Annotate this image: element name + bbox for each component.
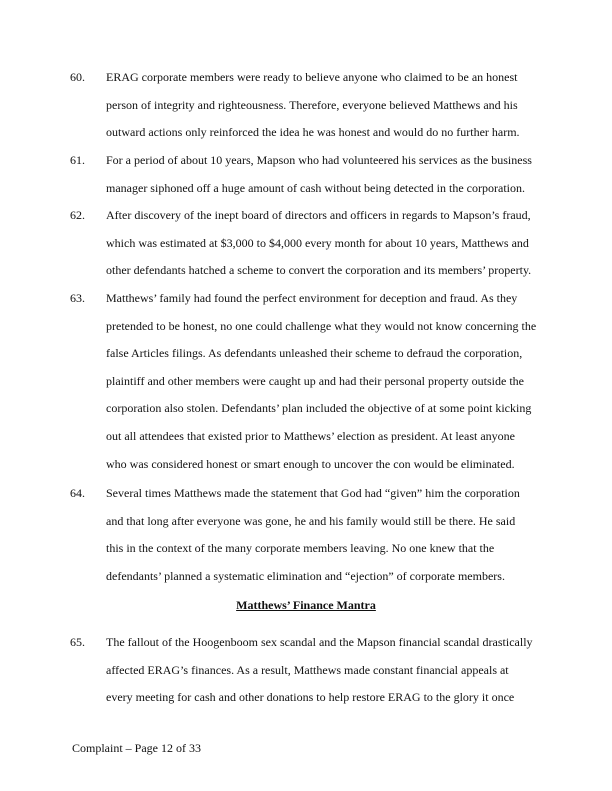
paragraph-line: After discovery of the inept board of directors and officers in regards to Mapson’s fraud, — [106, 208, 531, 222]
paragraph-line: pretended to be honest, no one could challenge what they would not know concerning the — [106, 318, 537, 333]
paragraph-line: Several times Matthews made the statement that God had “given” him the corporation — [106, 486, 520, 500]
paragraph-line: The fallout of the Hoogenboom sex scandal and the Mapson financial scandal drastically — [106, 635, 533, 649]
paragraph-line: plaintiff and other members were caught up and had their personal property outside the — [106, 373, 524, 388]
paragraph-number: 64. — [70, 486, 85, 500]
paragraph-line: ERAG corporate members were ready to believe anyone who claimed to be an honest — [106, 70, 518, 84]
paragraph-line: which was estimated at $3,000 to $4,000 every month for about 10 years, Matthews and — [106, 235, 529, 250]
paragraph-line: corporation also stolen. Defendants’ plan included the objective of at some point kicking — [106, 401, 532, 416]
paragraph-line: who was considered honest or smart enough to uncover the con would be eliminated. — [106, 456, 515, 471]
paragraph-line: defendants’ planned a systematic elimination and “ejection” of corporate members. — [106, 568, 505, 583]
paragraph-line: affected ERAG’s finances. As a result, Matthews made constant financial appeals at — [106, 662, 509, 677]
paragraph-number: 62. — [70, 208, 85, 222]
paragraph-line: false Articles filings. As defendants unleashed their scheme to defraud the corporation, — [106, 346, 523, 361]
paragraph-number: 61. — [70, 153, 85, 167]
paragraph-line: other defendants hatched a scheme to convert the corporation and its members’ property. — [106, 263, 532, 278]
paragraph-line: out all attendees that existed prior to Matthews’ election as president. At least anyone — [106, 428, 515, 443]
paragraph-65 — [70, 629, 550, 712]
paragraph-line: outward actions only reinforced the idea he was honest and would do no further harm. — [106, 125, 520, 140]
paragraph-number: 60. — [70, 70, 85, 84]
page-footer: Complaint – Page 12 of 33 — [72, 741, 201, 755]
paragraph-line: Matthews’ family had found the perfect environment for deception and fraud. As they — [106, 291, 518, 305]
paragraph-62 — [70, 202, 550, 285]
paragraph-64 — [70, 480, 550, 590]
paragraph-line: this in the context of the many corporate members leaving. No one knew that the — [106, 541, 495, 556]
paragraph-line: For a period of about 10 years, Mapson who had volunteered his services as the business — [106, 153, 532, 167]
paragraph-line: every meeting for cash and other donations to help restore ERAG to the glory it once — [106, 690, 515, 705]
section-heading: Matthews’ Finance Mantra — [236, 598, 376, 612]
paragraph-number: 63. — [70, 291, 85, 305]
paragraph-line: manager siphoned off a huge amount of cash without being detected in the corporation. — [106, 180, 525, 195]
paragraph-line: person of integrity and righteousness. Therefore, everyone believed Matthews and his — [106, 97, 518, 112]
paragraph-60 — [70, 64, 550, 147]
paragraph-number: 65. — [70, 635, 85, 649]
paragraph-63 — [70, 285, 550, 478]
paragraph-line: and that long after everyone was gone, he and his family would still be there. He said — [106, 513, 516, 528]
paragraph-61 — [70, 147, 550, 202]
